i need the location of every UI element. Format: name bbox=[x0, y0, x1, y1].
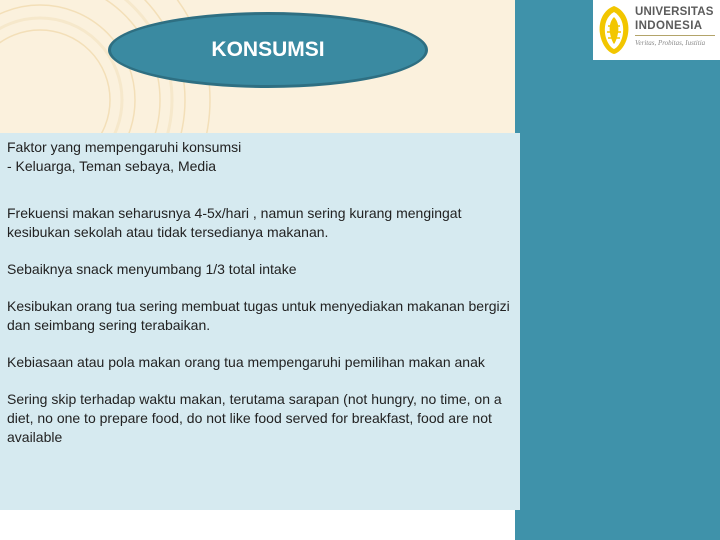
university-logo bbox=[593, 0, 720, 60]
logo-tagline: Veritas, Probitas, Iustitia bbox=[635, 39, 706, 47]
makara-emblem-icon bbox=[597, 4, 631, 56]
content-box bbox=[0, 133, 520, 510]
paragraph-frequency: Frekuensi makan seharusnya 4-5x/hari , namun sering kurang mengingat kesibukan sekolah atau tidak tersedianya makanan. bbox=[7, 205, 462, 240]
slide-title: KONSUMSI bbox=[211, 38, 325, 61]
paragraph-parents-habits: Kebiasaan atau pola makan orang tua mempengaruhi pemilihan makan anak bbox=[7, 354, 485, 370]
paragraph-snack: Sebaiknya snack menyumbang 1/3 total intake bbox=[7, 261, 297, 277]
paragraph-factors: Faktor yang mempengaruhi konsumsi - Keluarga, Teman sebaya, Media bbox=[7, 139, 242, 174]
paragraph-skip-meals: Sering skip terhadap waktu makan, terutama sarapan (not hungry, no time, on a diet, no one to prepare food, do not like food served for breakfast, food are not available bbox=[7, 391, 502, 445]
right-accent-band bbox=[515, 0, 720, 540]
logo-university-text: UNIVERSITAS bbox=[635, 6, 714, 18]
title-oval bbox=[108, 12, 428, 88]
logo-indonesia-text: INDONESIA bbox=[635, 20, 703, 32]
logo-divider bbox=[635, 35, 715, 36]
paragraph-parents-busy: Kesibukan orang tua sering membuat tugas untuk menyediakan makanan bergizi dan seimbang sering terabaikan. bbox=[7, 298, 510, 333]
